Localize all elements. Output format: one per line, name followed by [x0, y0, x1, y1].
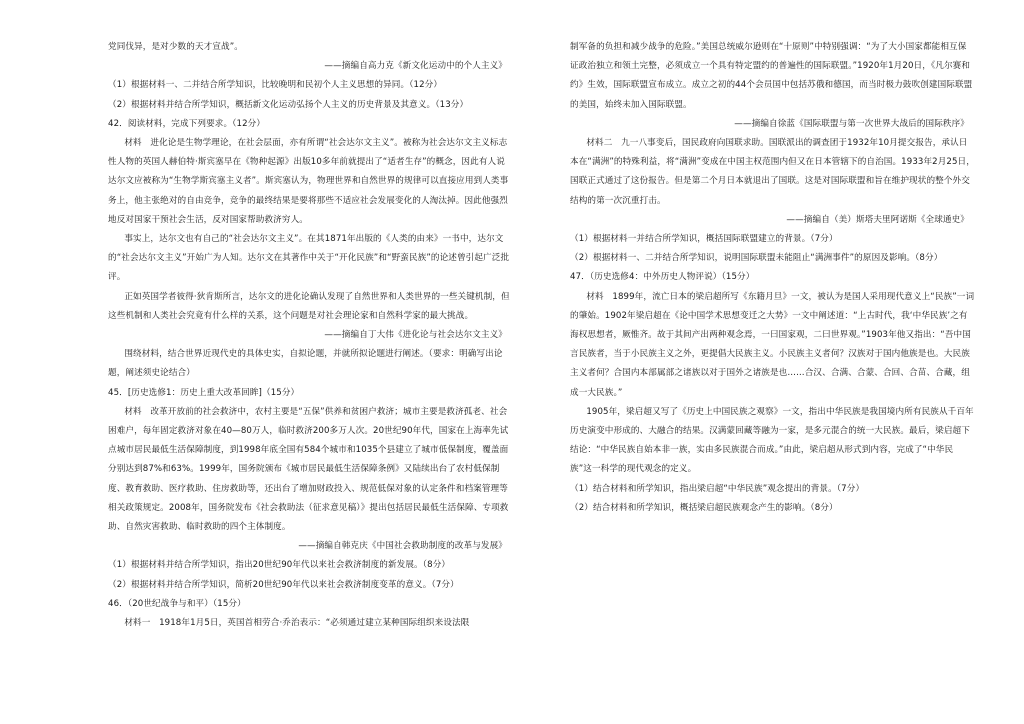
left-para: 材料一 1918年1月5日，英国首相劳合·乔治表示：“必须通过建立某种国际组织来设法限	[124, 618, 470, 629]
left-question: （2）根据材料并结合所学知识，概括新文化运动弘扬个人主义的历史背景及其意义。（13分）	[108, 99, 469, 110]
left-source: ——摘编自高力克《新文化运动中的个人主义》	[324, 61, 507, 72]
left-source: ——摘编自丁大伟《进化论与社会达尔文主义》	[324, 330, 507, 341]
left-para: 正如英国学者彼得·狄肯斯所言，达尔文的进化论确认发现了自然世界和人类世界的一些关键机制，但这些机制和人类社会究竟有什么样的关系，这个问题是对社会理论家和自然科学家的最大挑战。	[108, 291, 510, 321]
left-para: 材料 进化论是生物学理论，在社会层面，亦有所谓“社会达尔文主义”。被称为社会达尔文主义标志性人物的英国人赫伯特·斯宾塞早在《物种起源》出版10多年前就提出了“适者生存”的概念，因此有人说达尔文应被称为“生物学斯宾塞主义者”。斯宾塞认为，物理世界和自然世界的规律可以直接应用到人类事务上，他主张绝对的自由竞争，竞争的最终结果是要将那些不适应社会发展变化的人淘汰掉。因此他强烈地反对国家干预社会生活，反对国家帮助救济穷人。	[108, 138, 509, 225]
right-para: 材料二 九一八事变后，国民政府向国联求助。国联派出的调查团于1932年10月提交报告，承认日本在“满洲”的特殊利益，将“满洲”变成在中国主权范围内但又在日本管辖下的自治国。1933年2月25日，国联正式通过了这份报告。但是第二个月日本就退出了国联。这是对国际联盟和旨在维护现状的整个外交结构的第一次沉重打击。	[570, 138, 975, 206]
right-question: （1）根据材料一并结合所学知识，概括国际联盟建立的背景。（7分）	[570, 234, 838, 245]
left-heading: 45．[历史选修1：历史上重大改革回眸]（15分）	[108, 387, 300, 398]
left-para: 事实上，达尔文也有自己的“社会达尔文主义”。在其1871年出版的《人类的由来》一书中，达尔文的“社会达尔文主义”开始广为人知。达尔文在其著作中关于“开化民族”和“野蛮民族”的论述曾引起广泛批评。	[108, 234, 510, 283]
left-heading: 42．阅读材料，完成下列要求。（12分）	[108, 118, 266, 129]
right-para: 1905年，梁启超又写了《历史上中国民族之观察》一文，指出中华民族是我国境内所有民族从千百年历史演变中形成的、大融合的结果。汉满蒙回藏等融为一家，是多元混合的统一大民族。最后，梁启超下结论：“中华民族自始本非一族，实由多民族混合而成。”由此，梁启超从形式到内容，完成了“中华民族”这一科学的现代观念的定义。	[570, 406, 974, 475]
right-question: （1）结合材料和所学知识，指出梁启超“中华民族”观念提出的背景。（7分）	[570, 483, 865, 494]
left-para: 材料 改革开放前的社会救济中，农村主要是“五保”供养和贫困户救济；城市主要是救济孤老、社会困难户，每年固定救济对象在40—80万人，临时救济200多万人次。20世纪90年代，国家在上海率先试点城市居民最低生活保障制度，到1998年底全国有584个城市和1035个县建立了城市低保制度，覆盖面分别达到87%和63%。1999年，国务院颁布《城市居民最低生活保障条例》又陆续出台了农村低保制度、教育救助、医疗救助、住房救助等，还出台了增加财政投入、规范低保对象的认定条件和档案管理等相关政策规定。2008年，国务院发布《社会救助法（征求意见稿）》提出包括居民最低生活保障、专项救助、自然灾害救助、临时救助的四个主体制度。	[108, 406, 509, 533]
left-question: （2）根据材料并结合所学知识，简析20世纪90年代以来社会救济制度变革的意义。（7分）	[108, 579, 459, 590]
right-source: ——摘编自徐蓝《国际联盟与第一次世界大战后的国际秩序》	[734, 118, 969, 129]
left-column	[108, 38, 513, 633]
left-text: 党同伐异，是对少数的天才宣战”。	[108, 42, 243, 52]
right-question: （2）结合材料和所学知识，概括梁启超民族观念产生的影响。（8分）	[570, 502, 838, 513]
left-heading: 46．（20世纪战争与和平）（15分）	[108, 598, 246, 609]
right-text: 制军备的负担和减少战争的危险。”美国总统威尔逊则在“十原则”中特别强调：“为了大小国家都能相互保证政治独立和领土完整，必须成立一个具有特定盟约的普遍性的国际联盟。”1920年1月20日，《凡尔赛和约》生效，国际联盟宣布成立。成立之初的44个会员国中包括苏俄和德国，而当时极力鼓吹创建国际联盟的美国，始终未加入国际联盟。	[570, 42, 973, 110]
right-source: ——摘编自（美）斯塔夫里阿诺斯《全球通史》	[786, 214, 969, 225]
right-column	[570, 38, 975, 518]
left-question: （1）根据材料一、二并结合所学知识，比较晚明和民初个人主义思想的异同。（12分）	[108, 80, 443, 91]
right-heading: 47．（历史选修4：中外历史人物评说）（15分）	[570, 272, 755, 283]
right-question: （2）根据材料一、二并结合所学知识，说明国际联盟未能阻止“满洲事件”的原因及影响。（8分）	[570, 253, 943, 264]
right-para: 材料 1899年，流亡日本的梁启超所写《东籍月旦》一文，被认为是国人采用现代意义上“民族”一词的肇始。1902年梁启超在《论中国学术思想变迁之大势》一文中阐述道：“上古时代，我‘中华民族’之有海权思想者，厥惟齐。故于其间产出两种观念焉，一曰国家观，二曰世界观。”1903年他又指出：“吾中国言民族者，当于小民族主义之外，更提倡大民族主义。小民族主义者何？汉族对于国内他族是也。大民族主义者何？合国内本部属部之诸族以对于国外之诸族是也……合汉、合满、合蒙、合回、合苗、合藏，组成一大民族。”	[570, 291, 975, 398]
left-para: 围绕材料，结合世界近现代史的具体史实，自拟论题，并就所拟论题进行阐述。（要求：明确写出论题，阐述须史论结合）	[108, 349, 503, 379]
left-question: （1）根据材料并结合所学知识，指出20世纪90年代以来社会救济制度的新发展。（8分）	[108, 560, 451, 571]
left-source: ——摘编自韩克庆《中国社会救助制度的改革与发展》	[298, 541, 507, 552]
